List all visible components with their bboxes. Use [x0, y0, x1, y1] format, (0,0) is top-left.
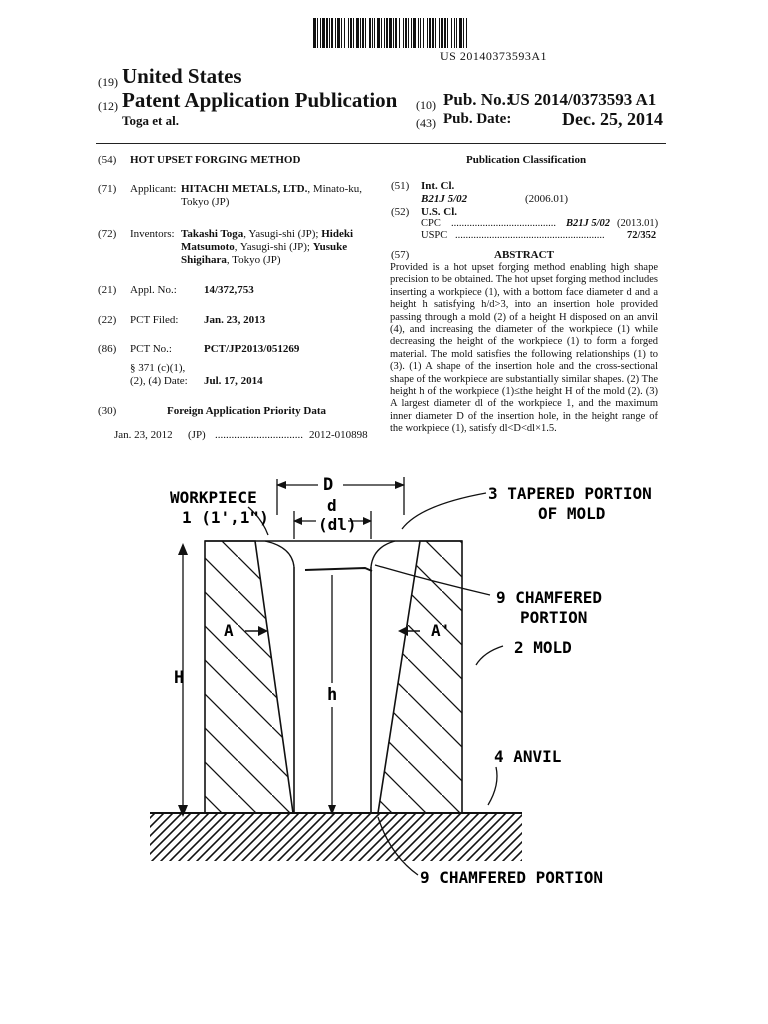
us-label: U.S. Cl. — [421, 206, 458, 218]
chamfer-label: 9 CHAMFERED — [496, 588, 602, 607]
label-A: A — [224, 621, 234, 640]
pub-no: US 2014/0373593 A1 — [508, 90, 657, 109]
pct-no-label: PCT No.: — [130, 343, 172, 355]
s371-line-2: (2), (4) Date: — [130, 375, 188, 387]
foreign-leader: ................................ — [215, 429, 303, 441]
abstract-body: Provided is a hot upset forging method enabling high shape precision to be obtained. The hot upset forging method includes inserting a workpiece (1), with a bottom face diameter d and a height h satisfying h/d>3, into an insertion hole provided passing through a mold (2) of a height H disposed on an anvil (4), and increasing the diameter of the workpiece (1) while decreasing the height of the workpiece (1) to form a forged material. The mold satisfies the following relationships (1) to (3). (1) A shape of the insertion hole and the cross-sectional shape of the workpiece are substantially similar shapes. (2) The height h of the workpiece (1)≤the height H of the mold (2). (3) A largest diameter dl of the workpiece 1, and the maximum inner diameter D of the insertion hole, in the height range of the workpiece (1), satisfy dl<D<dl×1.5. — [390, 262, 658, 435]
inventor-1-location: , Yasugi-shi (JP); — [243, 228, 322, 240]
inventors-line-2 — [181, 241, 381, 254]
pct-number: PCT/JP2013/051269 — [204, 343, 300, 355]
int-label: Int. Cl. — [421, 180, 455, 192]
pct-no-code: (86) — [98, 343, 117, 355]
workpiece-label: WORKPIECE — [170, 488, 257, 507]
applicant-name: HITACHI METALS, LTD. — [181, 183, 308, 195]
uspc-label: USPC — [421, 230, 448, 241]
cpc-class: B21J 5/02 — [566, 218, 611, 229]
title-code: (54) — [98, 154, 117, 166]
inventor-short: Toga et al. — [122, 113, 179, 128]
applicant — [181, 183, 362, 196]
uspc-class: 72/352 — [627, 230, 657, 241]
appl-label: Appl. No.: — [130, 284, 177, 296]
foreign-code: (30) — [98, 405, 117, 417]
inventor-2-location: , Yasugi-shi (JP); — [234, 241, 313, 253]
label-dl: (dl) — [318, 515, 357, 534]
foreign-date: Jan. 23, 2012 — [114, 429, 173, 441]
inventors-code: (72) — [98, 228, 117, 240]
cpc-year: (2013.01) — [617, 218, 659, 229]
tapered-label: 3 TAPERED PORTION — [488, 484, 652, 503]
inventor-3-last: Shigihara — [181, 254, 227, 266]
pct-filed-date: Jan. 23, 2013 — [204, 314, 266, 326]
pct-filed-label: PCT Filed: — [130, 314, 179, 326]
label-d: d — [327, 496, 337, 515]
forging-diagram — [0, 455, 768, 895]
country: United States — [122, 64, 242, 88]
cpc-label: CPC — [421, 218, 441, 229]
classification-title: Publication Classification — [466, 154, 587, 166]
int-code: (51) — [391, 180, 410, 192]
anvil-label: 4 ANVIL — [494, 747, 562, 766]
appl-code: (21) — [98, 284, 117, 296]
inventors-label: Inventors: — [130, 228, 175, 240]
pct-filed-code: (22) — [98, 314, 117, 326]
code-12: (12) — [98, 99, 118, 113]
abstract-code: (57) — [391, 249, 410, 261]
inventor-3-location: , Tokyo (JP) — [226, 254, 281, 266]
label-H: H — [174, 668, 185, 688]
foreign-title: Foreign Application Priority Data — [167, 405, 326, 417]
inventor-3-first: Yusuke — [312, 241, 348, 253]
label-h: h — [327, 685, 338, 705]
mold-right — [378, 541, 462, 813]
label-A-prime: A' — [431, 621, 451, 640]
tapered-label-2: OF MOLD — [538, 504, 606, 523]
applicant-code: (71) — [98, 183, 117, 195]
header-rule — [96, 143, 666, 144]
inventors-line-1 — [181, 228, 381, 241]
inventor-1: Takashi Toga — [181, 228, 244, 240]
us-code: (52) — [391, 206, 410, 218]
invention-title: HOT UPSET FORGING METHOD — [130, 154, 301, 166]
inventor-2-first: Hideki — [321, 228, 354, 240]
code-10: (10) — [416, 98, 436, 112]
mold-left — [205, 541, 293, 813]
int-year: (2006.01) — [525, 193, 569, 205]
s371-line-1: § 371 (c)(1), — [130, 362, 186, 374]
document-type: Patent Application Publication — [122, 88, 398, 112]
uspc-leader: ......................................................... — [455, 230, 605, 241]
chamfer-label-2: PORTION — [520, 608, 588, 627]
label-D: D — [323, 475, 334, 495]
applicant-label: Applicant: — [130, 183, 177, 195]
applicant-location-2: Tokyo (JP) — [181, 196, 230, 208]
abstract-title: ABSTRACT — [494, 249, 554, 261]
appl-number: 14/372,753 — [204, 284, 254, 296]
foreign-country: (JP) — [188, 429, 206, 441]
pub-no-label: Pub. No.: — [443, 90, 512, 109]
pub-date: Dec. 25, 2014 — [562, 109, 663, 129]
workpiece-number: 1 (1',1") — [182, 508, 269, 527]
mold-label: 2 MOLD — [514, 638, 572, 657]
inventor-2-last: Matsumoto — [181, 241, 235, 253]
barcode-number: US 20140373593A1 — [440, 49, 548, 63]
inventors-line-3 — [181, 254, 381, 267]
code-43: (43) — [416, 116, 436, 130]
barcode-bar — [467, 18, 468, 48]
anvil — [150, 813, 522, 861]
foreign-number: 2012-010898 — [309, 429, 368, 441]
barcode — [313, 18, 661, 48]
s371-date: Jul. 17, 2014 — [204, 375, 263, 387]
chamfer-bottom-label: 9 CHAMFERED PORTION — [420, 868, 604, 887]
cpc-leader: ........................................ — [451, 218, 556, 229]
applicant-location: , Minato-ku, — [307, 183, 363, 195]
int-class: B21J 5/02 — [421, 193, 468, 205]
pub-date-label: Pub. Date: — [443, 111, 512, 127]
code-19: (19) — [98, 75, 118, 89]
